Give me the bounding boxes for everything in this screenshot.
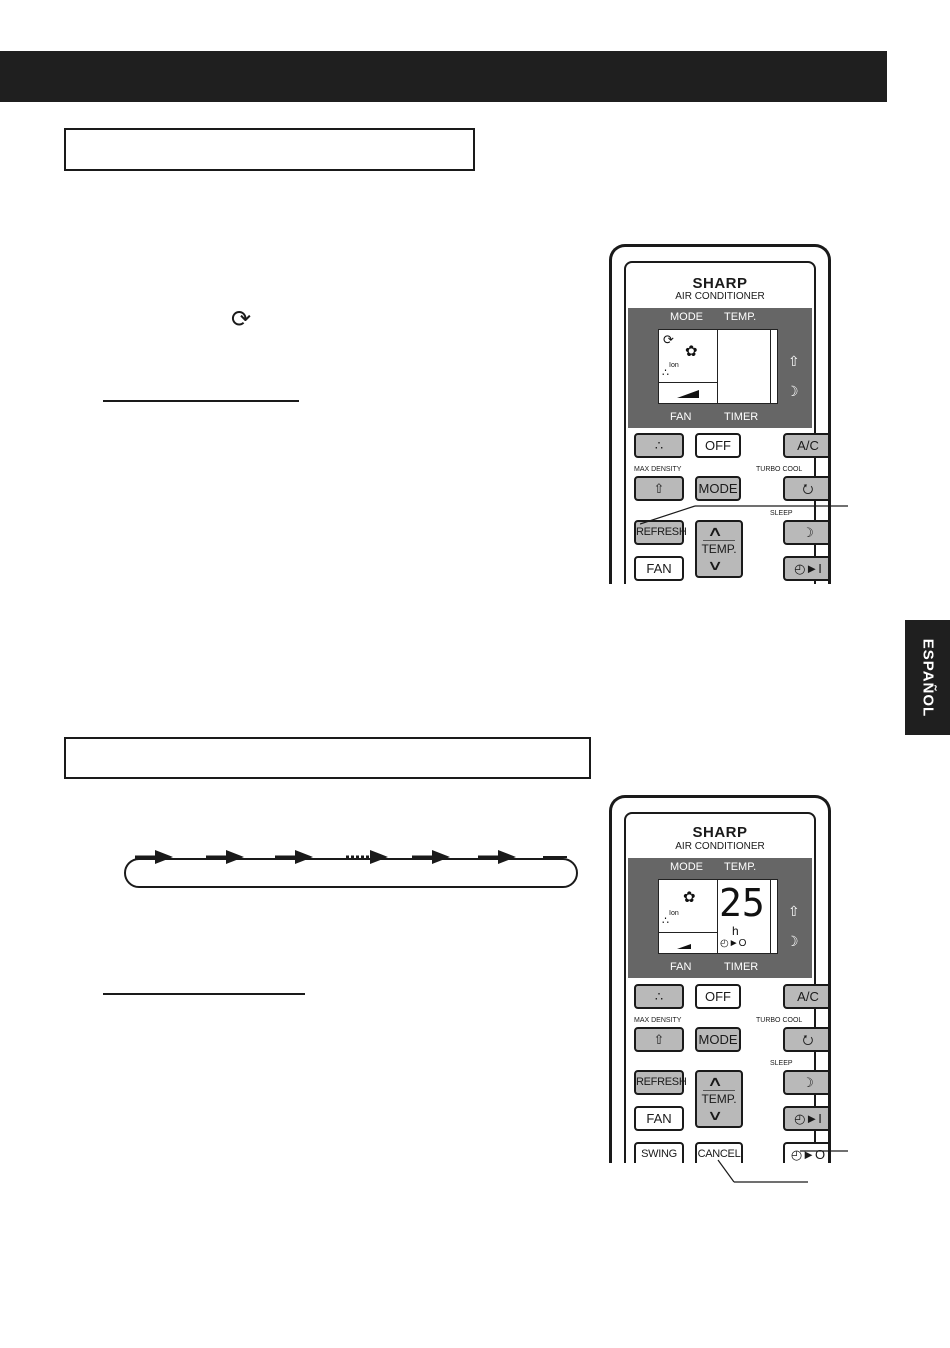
- max-density-icon: ⇧: [653, 481, 665, 496]
- swirl-icon: ⟳: [231, 306, 252, 333]
- ion-button[interactable]: [634, 433, 684, 458]
- max-density-icon: ⇧: [653, 1032, 665, 1047]
- max-density-caption: MAX DENSITY: [634, 1017, 682, 1024]
- brand-logo: SHARP: [692, 824, 748, 841]
- flow-arrow-1: [135, 849, 173, 865]
- turbo-cool-button[interactable]: [783, 476, 831, 501]
- ion-label: Ion: [669, 910, 679, 917]
- turbo-cool-button[interactable]: [783, 1027, 831, 1052]
- timer-off-callout-line: [800, 1148, 850, 1154]
- ion-button[interactable]: [634, 984, 684, 1009]
- turbo-cool-caption: TURBO COOL: [756, 466, 803, 473]
- refresh-callout-line: [640, 500, 850, 530]
- section-box-timer: [64, 737, 591, 779]
- turbo-cool-caption: TURBO COOL: [756, 1017, 803, 1024]
- sleep-icon: ☽: [802, 525, 814, 540]
- remote-control-1: [609, 244, 831, 584]
- max-density-icon: ⇧: [788, 903, 800, 919]
- timer-label: TIMER: [724, 411, 759, 423]
- fan-button[interactable]: FAN: [634, 556, 684, 581]
- language-tab: [905, 620, 950, 735]
- fan-icon: ✿: [683, 889, 696, 906]
- hours-unit: h: [732, 924, 739, 938]
- timer-off-indicator: ◴►O: [720, 938, 747, 949]
- lcd-panel: [628, 858, 812, 978]
- temp-up-icon[interactable]: ∧: [706, 1073, 724, 1089]
- swing-button[interactable]: SWING: [634, 1142, 684, 1163]
- flow-arrow-2: [206, 849, 244, 865]
- remote-1-face: [624, 261, 822, 584]
- max-density-icon: ⇧: [788, 353, 800, 369]
- flow-arrow-6: [478, 849, 516, 865]
- temp-label: TEMP.: [724, 861, 757, 873]
- temp-button-label: TEMP.: [701, 542, 737, 556]
- temp-button[interactable]: [695, 1070, 743, 1128]
- section-box-refresh: [64, 128, 475, 171]
- fan-label: FAN: [670, 961, 692, 973]
- fan-speed-icon: [677, 944, 691, 949]
- remote-2-face: [624, 812, 826, 1163]
- off-button[interactable]: OFF: [695, 433, 741, 458]
- sleep-icon: ☽: [786, 933, 799, 949]
- brand-logo: SHARP: [692, 275, 748, 292]
- off-button[interactable]: OFF: [695, 984, 741, 1009]
- underline-2: [103, 993, 305, 995]
- refresh-button[interactable]: REFRESH: [634, 520, 684, 545]
- sleep-button[interactable]: [783, 1070, 831, 1095]
- ion-icon: ∴: [654, 989, 664, 1004]
- timer-on-button[interactable]: ◴►I: [783, 1106, 831, 1131]
- ion-dots-icon: ∴: [662, 915, 669, 927]
- ion-dots-icon: ∴: [662, 367, 669, 379]
- temperature-readout: 25: [719, 881, 765, 925]
- lcd-display: [658, 329, 778, 404]
- swirl-icon: ⟳: [663, 332, 674, 347]
- brand-subtitle: AIR CONDITIONER: [675, 841, 765, 852]
- flow-arrow-dotted: [346, 849, 388, 865]
- mode-button[interactable]: MODE: [695, 1027, 741, 1052]
- mode-label: MODE: [670, 311, 703, 323]
- fan-speed-icon: [677, 390, 699, 398]
- sleep-caption: SLEEP: [770, 510, 793, 517]
- fan-icon: ✿: [685, 343, 698, 360]
- cancel-callout-line: [712, 1158, 812, 1188]
- timer-off-button[interactable]: ◴►O: [783, 1142, 831, 1163]
- ac-button[interactable]: A/C: [783, 984, 831, 1009]
- ion-icon: ∴: [654, 438, 664, 453]
- flow-tail: [543, 856, 567, 858]
- language-tab-label: ESPAÑOL: [919, 638, 936, 717]
- cancel-button[interactable]: CANCEL: [695, 1142, 743, 1163]
- refresh-button[interactable]: REFRESH: [634, 1070, 684, 1095]
- turbo-cool-icon: ⭮: [802, 481, 814, 496]
- brand-subtitle: AIR CONDITIONER: [675, 291, 765, 302]
- ac-button[interactable]: A/C: [783, 433, 831, 458]
- lcd-panel: [628, 308, 812, 428]
- turbo-cool-icon: ⭮: [802, 1032, 814, 1047]
- sleep-caption: SLEEP: [770, 1060, 793, 1067]
- mode-label: MODE: [670, 861, 703, 873]
- timer-label: TIMER: [724, 961, 759, 973]
- remote-control-2: [609, 795, 831, 1163]
- fan-button[interactable]: FAN: [634, 1106, 684, 1131]
- mode-button[interactable]: MODE: [695, 476, 741, 501]
- flow-arrow-5: [412, 849, 450, 865]
- max-density-button[interactable]: [634, 1027, 684, 1052]
- temp-label: TEMP.: [724, 311, 757, 323]
- lcd-display: [658, 879, 778, 954]
- max-density-caption: MAX DENSITY: [634, 466, 682, 473]
- sleep-icon: ☽: [786, 383, 799, 399]
- fan-label: FAN: [670, 411, 692, 423]
- temp-down-icon[interactable]: ∨: [706, 557, 724, 573]
- temp-down-icon[interactable]: ∨: [706, 1107, 724, 1123]
- temp-up-icon[interactable]: ∧: [706, 523, 724, 539]
- timer-on-button[interactable]: ◴►I: [783, 556, 831, 581]
- ion-label: Ion: [669, 362, 679, 369]
- sleep-icon: ☽: [802, 1075, 814, 1090]
- max-density-button[interactable]: [634, 476, 684, 501]
- flow-arrow-3: [275, 849, 313, 865]
- temp-button-label: TEMP.: [701, 1092, 737, 1106]
- header-bar: [0, 51, 887, 102]
- underline-1: [103, 400, 299, 402]
